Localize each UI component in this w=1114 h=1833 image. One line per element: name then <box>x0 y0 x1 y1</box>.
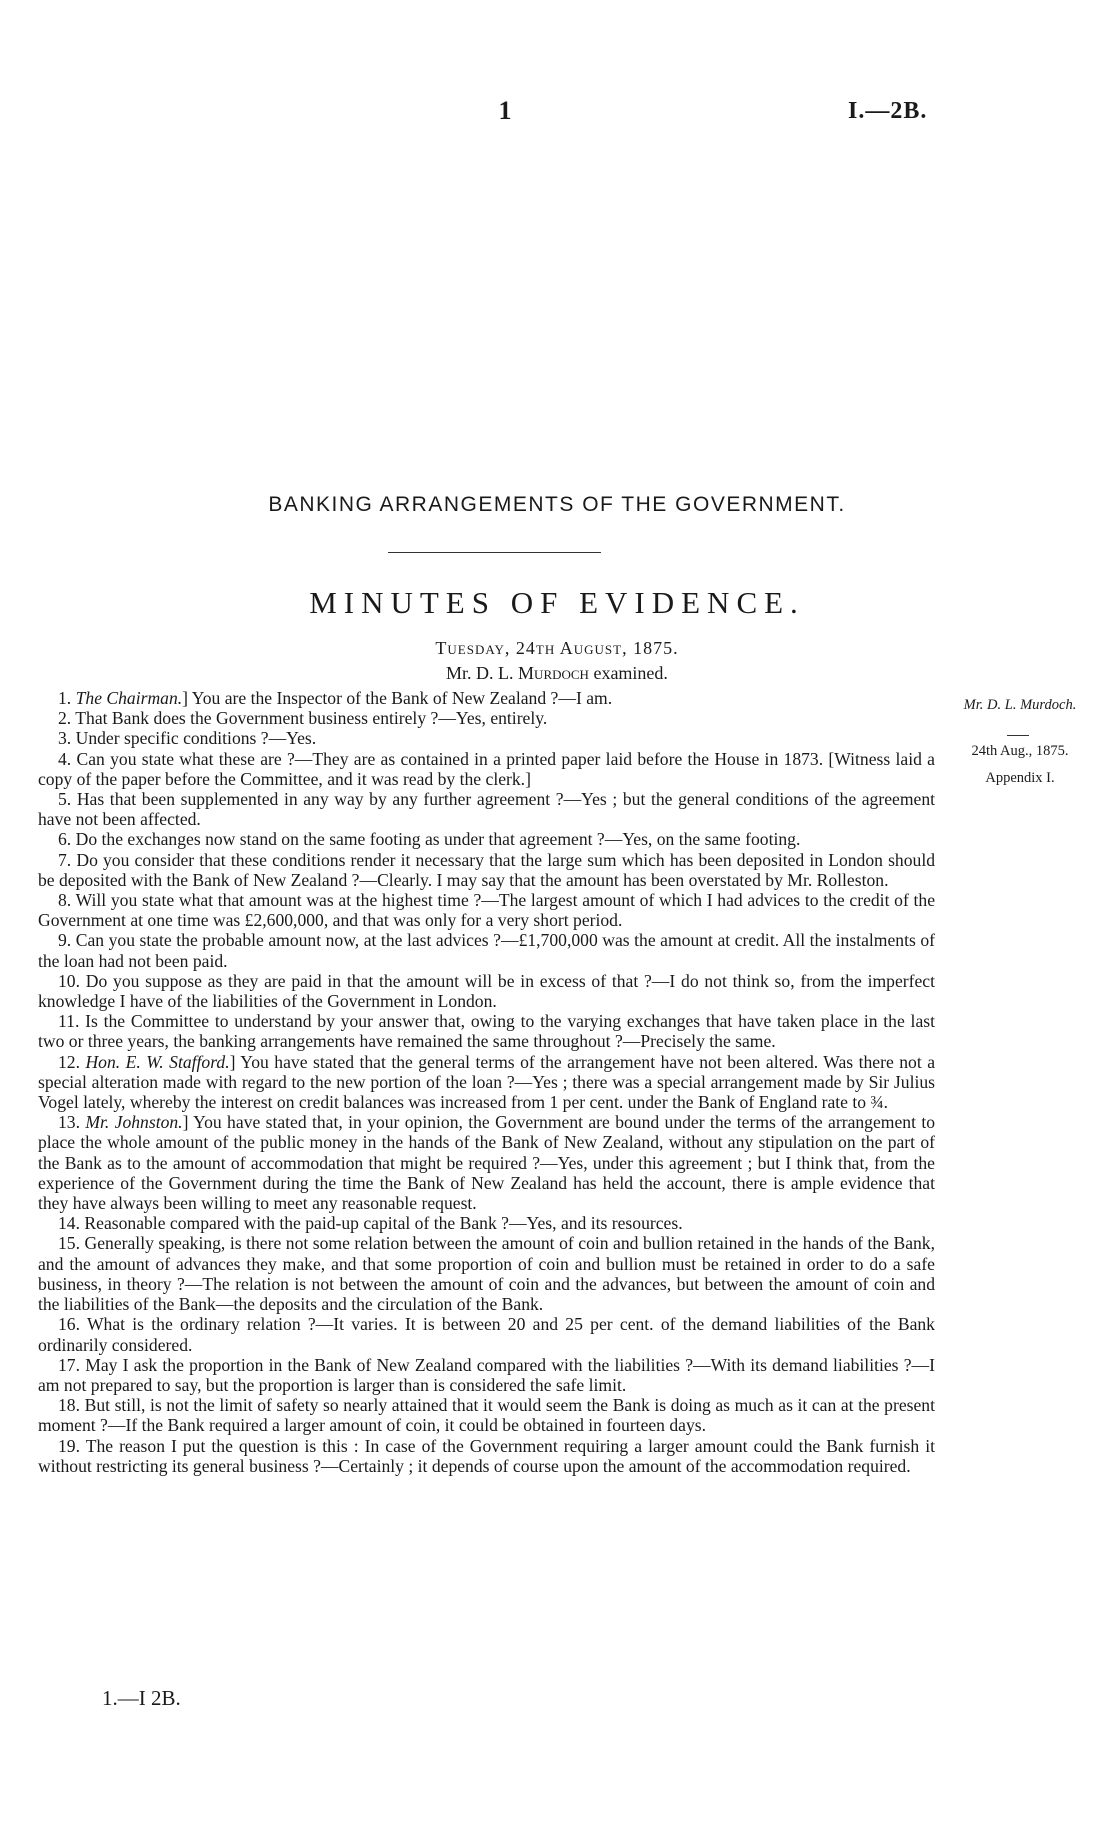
session-date: Tuesday, 24th August, 1875. <box>435 638 679 658</box>
question-text: May I ask the proportion in the Bank of New Zealand compared with the liabilities ?—With its demand liabilities ?—I am not prepared to say, but the proportion is larger than is considered the safe limit. <box>38 1354 935 1395</box>
question-text: You have stated that, in your opinion, the Government are bound under the terms of the arrangement to place the whole amount of the public money in the hands of the Bank of New Zealand, without any stipulation on the part of the Bank as to the amount of accommodation that might be required ?—Yes, under this agreement ; but I think that, from the experience of the Government during the time the Bank of New Zealand has held the account, there is ample evidence that they have always been willing to meet any reasonable request. <box>38 1112 936 1214</box>
question-text: Has that been supplemented in any way by any further agreement ?—Yes ; but the general conditions of the agreement have not been affected. <box>38 789 935 830</box>
question-text: Is the Committee to understand by your answer that, owing to the varying exchanges that have taken place in the last two or three years, the banking arrangements have remained the same throughout ?—Precisely the same. <box>38 1011 935 1052</box>
question-text: But still, is not the limit of safety so nearly attained that it would seem the Bank is doing as much as it can at the present moment ?—If the Bank required a larger amount of coin, it could be obtained in fourteen days. <box>38 1395 935 1436</box>
question-text: Will you state what that amount was at the highest time ?—The largest amount of which I had advices to the credit of the Government at one time was £2,600,000, and that was only for a very short period. <box>38 890 935 931</box>
question-paragraph <box>38 728 935 748</box>
speaker-name: Hon. E. W. Stafford. <box>85 1051 230 1072</box>
page-title: MINUTES OF EVIDENCE. <box>309 585 805 620</box>
question-text: You are the Inspector of the Bank of New Zealand ?—I am. <box>191 688 613 708</box>
question-paragraph <box>38 890 935 930</box>
speaker-name: The Chairman. <box>75 688 183 708</box>
question-number: 11. <box>58 1011 80 1032</box>
question-number: 1. <box>58 688 72 708</box>
question-paragraph <box>38 1436 935 1476</box>
question-text: Do you consider that these conditions render it necessary that the large sum which has been deposited in London should be deposited with the Bank of New Zealand ?—Clearly. I may say that the amount has been overstated by Mr. Rolleston. <box>38 849 936 890</box>
page-number: 1 <box>498 96 512 125</box>
question-text: That Bank does the Government business entirely ?—Yes, entirely. <box>75 708 548 729</box>
question-text: Do you suppose as they are paid in that the amount will be in excess of that ?—I do not think so, from the imperfect knowledge I have of the liabilities of the Government in London. <box>38 970 935 1012</box>
witness-surname: Murdoch <box>518 663 589 683</box>
question-text: Reasonable compared with the paid-up capital of the Bank ?—Yes, and its resources. <box>84 1213 683 1234</box>
document-banner: BANKING ARRANGEMENTS OF THE GOVERNMENT. <box>268 493 846 516</box>
evidence-body <box>38 688 935 1476</box>
question-paragraph: 13. Mr. Johnston.] You have stated that, in your opinion, the Government are bound under the terms of the arrangement to place the whole amount of the public money in the hands of the Bank of New Zealand, without any stipulation on the part of the Bank as to the amount of accommodation that might be required ?—Yes, under this agreement ; but I think that, from the experience of the Government during the time the Bank of New Zealand has held the account, there is ample evidence that they have always been willing to meet any reasonable request. <box>38 1112 936 1214</box>
question-text: Under specific conditions ?—Yes. <box>75 728 317 749</box>
witness-prefix: Mr. D. L. <box>446 663 519 683</box>
margin-appendix: Appendix I. <box>985 770 1055 786</box>
paper-reference: I.—2B. <box>848 98 928 124</box>
question-text: Generally speaking, is there not some relation between the amount of coin and bullion retained in the hands of the Bank, and the amount of advances they make, and that some proportion of coin and bullion must be retained in order to do a safe business, in theory ?—The relation is not between the amount of coin and the advances, but between the amount of coin and the liabilities of the Bank—the deposits and the circulation of the Bank. <box>38 1233 935 1315</box>
question-paragraph <box>38 930 935 970</box>
question-number: 7. <box>58 849 72 870</box>
question-number: 12. <box>58 1051 80 1072</box>
question-number: 8. <box>58 890 72 911</box>
title-divider <box>388 552 601 553</box>
question-paragraph <box>38 850 935 890</box>
question-number: 6. <box>58 829 72 850</box>
question-text: You have stated that the general terms of the arrangement have not been altered. Was there not a special alteration made with regard to the new portion of the loan ?—Yes ; there was a special arrangement made by Sir Julius Vogel lately, whereby the interest on credit balances was increased from 1 per cent. under the Bank of England rate to ¾. <box>38 1051 935 1113</box>
question-paragraph <box>38 971 935 1011</box>
question-number: 14. <box>58 1213 80 1234</box>
question-number: 3. <box>58 728 72 749</box>
margin-date: 24th Aug., 1875. <box>971 743 1069 759</box>
question-paragraph <box>38 789 935 829</box>
question-number: 16. <box>58 1314 80 1335</box>
question-paragraph <box>38 1395 935 1435</box>
question-number: 9. <box>58 930 72 951</box>
question-text: Do the exchanges now stand on the same footing as under that agreement ?—Yes, on the same footing. <box>75 829 801 850</box>
question-paragraph <box>38 1233 935 1314</box>
question-paragraph <box>38 829 935 849</box>
speaker-name: Mr. Johnston. <box>85 1112 183 1133</box>
question-number: 15. <box>58 1233 80 1254</box>
question-text: Can you state what these are ?—They are as contained in a printed paper laid before the House in 1873. [Witness laid a copy of the paper before the Committee, and it was read by the clerk.] <box>38 748 935 789</box>
question-number: 5. <box>58 789 72 810</box>
witness-line <box>0 663 1114 684</box>
question-paragraph <box>38 1355 935 1395</box>
question-paragraph <box>38 1011 935 1051</box>
margin-witness-name: Mr. D. L. Murdoch. <box>963 697 1077 713</box>
question-text: The reason I put the question is this : In case of the Government requiring a larger amount could the Bank furnish it without restricting its general business ?—Certainly ; it depends of course upon the amount of the accommodation required. <box>38 1435 935 1476</box>
question-number: 18. <box>58 1395 80 1416</box>
margin-divider <box>1007 735 1029 736</box>
question-number: 13. <box>58 1112 80 1133</box>
question-number: 19. <box>58 1435 80 1456</box>
question-paragraph: 12. Hon. E. W. Stafford.] You have stated that the general terms of the arrangement have not been altered. Was there not a special alteration made with regard to the new portion of the loan ?—Yes ; there was a special arrangement made by Sir Julius Vogel lately, whereby the interest on credit balances was increased from 1 per cent. under the Bank of England rate to ¾. <box>38 1051 935 1113</box>
footer-signature: 1.—I 2B. <box>102 1686 181 1710</box>
question-number: 10. <box>58 970 80 991</box>
question-paragraph <box>38 1213 935 1233</box>
question-text: Can you state the probable amount now, at the last advices ?—£1,700,000 was the amount at credit. All the instalments of the loan had not been paid. <box>38 930 935 971</box>
question-paragraph <box>38 749 935 789</box>
question-number: 17. <box>58 1354 80 1375</box>
witness-suffix: examined. <box>588 663 668 683</box>
question-number: 2. <box>58 708 72 729</box>
question-paragraph: 1. The Chairman.] You are the Inspector of the Bank of New Zealand ?—I am. <box>58 688 613 708</box>
question-paragraph <box>38 708 935 728</box>
question-text: What is the ordinary relation ?—It varies. It is between 20 and 25 per cent. of the demand liabilities of the Bank ordinarily considered. <box>38 1314 935 1355</box>
question-number: 4. <box>58 748 72 769</box>
question-paragraph <box>38 1314 935 1354</box>
